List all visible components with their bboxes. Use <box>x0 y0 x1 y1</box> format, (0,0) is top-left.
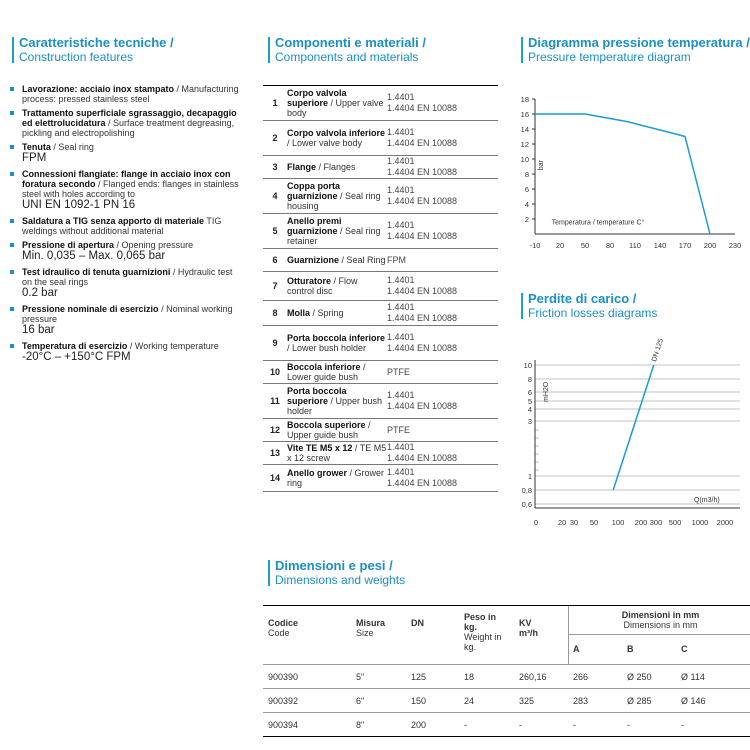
y-tick-label: 6 <box>527 388 532 397</box>
feature-label-it: Trattamento superficiale sgrassaggio, decapaggio ed elettrolucidatura <box>22 108 237 128</box>
cell-weight: 18 <box>464 672 475 682</box>
x-tick-label: 80 <box>605 241 615 250</box>
cell-kv: 325 <box>519 696 535 706</box>
y-tick-label: 14 <box>520 125 529 134</box>
component-name-en: / Grower ring <box>287 468 385 488</box>
y-axis-label: mH2O <box>543 381 550 402</box>
dimension-row <box>263 688 750 712</box>
component-name-it: Coppa porta guarnizione <box>287 181 340 201</box>
feature-label-it: Temperatura di esercizio <box>22 341 128 351</box>
feature-label-it: Pressione nominale di esercizio <box>22 304 159 314</box>
component-row <box>263 121 498 156</box>
feature-value: FPM <box>22 152 47 164</box>
dimension-row <box>263 712 750 736</box>
component-number: 14 <box>269 473 280 483</box>
code-header-en: Code <box>268 628 290 638</box>
material-2: 1.4404 EN 10088 <box>387 401 458 411</box>
y-tick-label: 10 <box>523 361 532 370</box>
cell-a: - <box>573 720 576 730</box>
component-material <box>387 302 487 324</box>
component-name <box>287 420 387 440</box>
feature-label-en: / Surface treatment degreasing, pickling and electropolishing <box>22 118 235 138</box>
component-name-en: / Flow control disc <box>287 276 358 296</box>
component-name-it: Porta boccola inferiore <box>287 333 386 343</box>
x-tick-label: 30 <box>569 518 579 527</box>
cell-b: Ø 250 <box>627 672 652 682</box>
x-tick-label: 140 <box>653 241 667 250</box>
x-tick-label: 200 <box>703 241 717 250</box>
component-number: 10 <box>269 367 280 377</box>
x-tick-label: 100 <box>611 518 625 527</box>
size-header: Misura <box>356 618 386 628</box>
y-tick-label: 4 <box>524 200 529 209</box>
components-title: Componenti e materiali / Components and materials <box>275 35 426 65</box>
component-name-en: / Flanges <box>316 162 356 172</box>
component-row <box>263 86 498 121</box>
feature-label-en: / Working temperature <box>127 341 219 351</box>
y-tick-label: 1 <box>527 472 532 481</box>
code-header: Codice <box>268 618 299 628</box>
y-tick-label: 10 <box>520 155 529 164</box>
material-1: 1.4401 <box>387 302 415 312</box>
feature-item <box>10 341 240 364</box>
component-name-it: Otturatore <box>287 276 332 286</box>
component-name <box>287 255 387 265</box>
cell-size: 6" <box>356 696 365 706</box>
y-tick-label: 18 <box>520 95 529 104</box>
component-name-en: / Upper bush holder <box>287 396 383 416</box>
cell-weight: - <box>464 720 467 730</box>
component-number: 6 <box>272 255 278 265</box>
feature-label-en: / Hydraulic test on the seal rings <box>22 267 233 287</box>
dimensions-header <box>263 605 750 664</box>
feature-item <box>10 240 240 263</box>
component-row <box>263 326 498 361</box>
component-material <box>387 92 487 114</box>
component-name-it: Molla <box>287 308 311 318</box>
cell-a: 283 <box>573 696 589 706</box>
y-tick-label: 0,6 <box>521 500 532 509</box>
feature-label-it: Pressione di apertura <box>22 240 115 250</box>
y-tick-label: 0,8 <box>521 486 532 495</box>
losses-title: Perdite di carico / Friction losses diagrams <box>528 291 657 321</box>
component-name <box>287 333 387 353</box>
x-tick-label: 2000 <box>716 518 734 527</box>
x-tick-label: 170 <box>678 241 692 250</box>
x-tick-label: 200 <box>634 518 648 527</box>
material-2: 1.4404 EN 10088 <box>387 313 458 323</box>
material-2: 1.4404 EN 10088 <box>387 478 458 488</box>
component-number: 9 <box>272 338 278 348</box>
material-1: 1.4401 <box>387 275 415 285</box>
component-material <box>387 185 487 207</box>
component-name-it: Flange <box>287 162 317 172</box>
material-1: 1.4401 <box>387 185 415 195</box>
component-name-en: / Upper guide bush <box>287 420 371 440</box>
x-tick-label: 110 <box>629 241 641 250</box>
bullet-icon <box>10 87 14 91</box>
component-row <box>263 272 498 301</box>
cell-kv: - <box>519 720 522 730</box>
component-material <box>387 390 487 412</box>
component-name-it: Corpo valvola superiore <box>287 88 347 108</box>
cell-code: 900390 <box>268 672 299 682</box>
y-tick-label: 8 <box>524 170 529 179</box>
component-name-it: Vite TE M5 x 12 <box>287 443 353 453</box>
friction-losses-chart <box>510 330 750 535</box>
cell-kv: 260,16 <box>519 672 547 682</box>
dn-header: DN <box>411 618 424 628</box>
component-number: 12 <box>269 425 280 435</box>
x-tick-label: 300 <box>649 518 663 527</box>
components-table <box>263 85 498 492</box>
component-name <box>287 443 387 463</box>
component-name-en: / Lower guide bush <box>287 362 366 382</box>
features-list <box>10 84 240 368</box>
size-header-en: Size <box>356 628 374 638</box>
component-number: 13 <box>269 448 280 458</box>
series-label: DN 125 <box>650 337 665 363</box>
material-1: 1.4401 <box>387 442 415 452</box>
component-name-en: / Seal ring retainer <box>287 226 381 246</box>
cell-code: 900392 <box>268 696 299 706</box>
component-name-en: / Seal ring housing <box>287 191 381 211</box>
feature-label-it: Test idraulico di tenuta guarnizioni <box>22 267 171 277</box>
feature-item <box>10 142 240 165</box>
material-1: FPM <box>387 254 406 265</box>
component-number: 7 <box>272 281 278 291</box>
material-1: PTFE <box>387 366 411 377</box>
component-row <box>263 214 498 249</box>
feature-label-it: Lavorazione: acciaio inox stampato <box>22 84 175 94</box>
bullet-icon <box>10 145 14 149</box>
component-name-it: Anello premi guarnizione <box>287 216 342 236</box>
material-1: 1.4401 <box>387 332 415 342</box>
material-2: 1.4404 EN 10088 <box>387 343 458 353</box>
title-accent-bar <box>521 293 523 319</box>
component-row <box>263 156 498 179</box>
component-row <box>263 442 498 465</box>
b-header: B <box>627 644 634 654</box>
bullet-icon <box>10 219 14 223</box>
x-tick-label: 500 <box>668 518 682 527</box>
feature-item <box>10 267 240 300</box>
title-accent-bar <box>268 37 270 63</box>
component-name-en: / Spring <box>310 308 344 318</box>
component-name-it: Guarnizione <box>287 255 340 265</box>
dn125-line <box>613 365 654 490</box>
feature-value: Min. 0,035 – Max. 0,065 bar <box>22 250 166 262</box>
material-1: PTFE <box>387 424 411 435</box>
component-name <box>287 362 387 382</box>
x-tick-label: 50 <box>589 518 599 527</box>
feature-value: -20°C – +150°C FPM <box>22 351 131 363</box>
component-name-en: / TE M5 x 12 screw <box>287 443 387 463</box>
component-material <box>387 220 487 242</box>
x-axis-label: Q(m3/h) <box>694 497 720 504</box>
bullet-icon <box>10 111 14 115</box>
dimensions-rows <box>263 664 750 737</box>
feature-label-it: Saldatura a TIG senza apporto di materiale <box>22 216 205 226</box>
component-row <box>263 465 498 492</box>
component-name-it: Boccola superiore <box>287 420 366 430</box>
component-number: 2 <box>272 133 278 143</box>
cell-dn: 125 <box>411 672 427 682</box>
x-tick-label: 50 <box>580 241 590 250</box>
component-name <box>287 276 387 296</box>
material-2: 1.4404 EN 10088 <box>387 103 458 113</box>
dimensions-title: Dimensioni e pesi / Dimensions and weights <box>275 558 405 588</box>
title-accent-bar <box>268 560 270 586</box>
cell-dn: 150 <box>411 696 427 706</box>
component-name-it: Porta boccola superiore <box>287 386 347 406</box>
cell-c: Ø 114 <box>681 672 705 682</box>
component-name-it: Corpo valvola inferiore <box>287 128 386 138</box>
component-name <box>287 181 387 211</box>
pressure-title: Diagramma pressione temperatura / Pressure temperature diagram <box>528 35 750 65</box>
dim-header: Dimensioni in mm <box>621 610 700 620</box>
dimension-row <box>263 664 750 688</box>
material-1: 1.4401 <box>387 92 415 102</box>
material-2: 1.4404 EN 10088 <box>387 138 458 148</box>
component-number: 11 <box>270 396 280 406</box>
component-material <box>387 442 487 464</box>
component-name-it: Boccola inferiore <box>287 362 361 372</box>
component-name-en: / Lower bush holder <box>287 343 367 353</box>
component-material <box>387 367 487 378</box>
cell-weight: 24 <box>464 696 475 706</box>
material-2: 1.4404 EN 10088 <box>387 196 458 206</box>
feature-value: UNI EN 1092-1 PN 16 <box>22 199 136 211</box>
component-row <box>263 384 498 419</box>
c-header: C <box>681 644 688 654</box>
feature-item <box>10 216 240 236</box>
component-name <box>287 308 387 318</box>
feature-label-en: / Nominal working pressure <box>22 304 233 324</box>
x-tick-label: 230 <box>728 241 742 250</box>
feature-label-it: Connessioni flangiate: flange in acciaio inox con foratura secondo <box>22 169 231 189</box>
feature-label-en: TIG weldings without additional material <box>22 216 222 236</box>
component-name <box>287 216 387 246</box>
dimensions-table <box>263 605 750 737</box>
bullet-icon <box>10 344 14 348</box>
component-name <box>287 468 387 488</box>
feature-item <box>10 108 240 138</box>
component-name <box>287 88 387 118</box>
title-accent-bar <box>12 37 14 63</box>
component-row <box>263 419 498 442</box>
feature-item <box>10 84 240 104</box>
component-row <box>263 361 498 384</box>
kv-header: KV m³/h <box>519 618 538 638</box>
component-name-en: / Seal Ring <box>339 255 386 265</box>
component-name <box>287 128 387 148</box>
feature-label-it: Tenuta <box>22 142 51 152</box>
y-tick-label: 16 <box>520 110 529 119</box>
component-name <box>287 386 387 416</box>
feature-value: 0.2 bar <box>22 287 58 299</box>
component-row <box>263 179 498 214</box>
material-1: 1.4401 <box>387 220 415 230</box>
feature-label-en: / Opening pressure <box>114 240 194 250</box>
bullet-icon <box>10 270 14 274</box>
feature-label-en: / Manufacturing process: pressed stainless steel <box>22 84 239 104</box>
cell-b: Ø 285 <box>627 696 652 706</box>
x-tick-label: 20 <box>557 518 567 527</box>
cell-a: 266 <box>573 672 589 682</box>
cell-c: Ø 146 <box>681 696 706 706</box>
material-2: 1.4404 EN 10088 <box>387 167 458 177</box>
component-name-it: Anello grower <box>287 468 348 478</box>
pressure-temperature-chart <box>510 85 750 260</box>
feature-item <box>10 304 240 337</box>
x-tick-label: 1000 <box>691 518 709 527</box>
y-tick-label: 4 <box>527 405 532 414</box>
component-material <box>387 332 487 354</box>
component-material <box>387 467 487 489</box>
component-name-en: / Lower valve body <box>287 138 363 148</box>
y-tick-label: 12 <box>520 140 529 149</box>
y-tick-label: 5 <box>527 397 532 406</box>
feature-value: 16 bar <box>22 324 55 336</box>
material-1: 1.4401 <box>387 156 415 166</box>
y-tick-label: 2 <box>524 215 529 224</box>
material-1: 1.4401 <box>387 390 415 400</box>
component-number: 3 <box>272 162 278 172</box>
component-number: 1 <box>272 98 278 108</box>
component-number: 8 <box>272 308 278 318</box>
component-name-en: / Upper valve body <box>287 98 384 118</box>
title-accent-bar <box>521 37 523 63</box>
y-tick-label: 6 <box>524 185 529 194</box>
a-header: A <box>573 644 580 654</box>
component-material <box>387 255 487 266</box>
feature-label-en: / Seal ring <box>50 142 94 152</box>
material-2: 1.4404 EN 10088 <box>387 453 458 463</box>
feature-label-en: / Flanged ends: flanges in stainless steel with holes according to <box>22 179 239 199</box>
dim-header-en: Dimensions in mm <box>623 620 698 630</box>
pressure-temperature-line <box>535 114 710 234</box>
bullet-icon <box>10 172 14 176</box>
x-tick-label: 20 <box>555 241 565 250</box>
component-material <box>387 127 487 149</box>
cell-size: 5" <box>356 672 365 682</box>
construction-title: Caratteristiche tecniche / Construction features <box>19 35 174 65</box>
component-material <box>387 275 487 297</box>
cell-c: - <box>681 720 684 730</box>
component-material <box>387 156 487 178</box>
y-axis-label: bar <box>538 160 545 171</box>
cell-code: 900394 <box>268 720 299 730</box>
bullet-icon <box>10 243 14 247</box>
y-tick-label: 3 <box>527 417 532 426</box>
x-axis-label: Temperatura / temperature C° <box>551 219 645 227</box>
cell-size: 8" <box>356 720 365 730</box>
component-material <box>387 425 487 436</box>
component-row <box>263 301 498 326</box>
cell-dn: 200 <box>411 720 427 730</box>
weight-header-en: Weight in kg. <box>464 632 502 652</box>
component-row <box>263 249 498 272</box>
bullet-icon <box>10 307 14 311</box>
component-number: 5 <box>272 226 278 236</box>
material-1: 1.4401 <box>387 467 415 477</box>
material-1: 1.4401 <box>387 127 415 137</box>
x-tick-label: 0 <box>533 518 539 527</box>
weight-header: Peso in kg. <box>464 612 497 632</box>
component-number: 4 <box>272 191 278 201</box>
y-tick-label: 8 <box>527 375 532 384</box>
x-tick-label: -10 <box>529 241 541 250</box>
material-2: 1.4404 EN 10088 <box>387 231 458 241</box>
feature-item <box>10 169 240 212</box>
component-name <box>287 162 387 172</box>
material-2: 1.4404 EN 10088 <box>387 286 458 296</box>
cell-b: - <box>627 720 630 730</box>
